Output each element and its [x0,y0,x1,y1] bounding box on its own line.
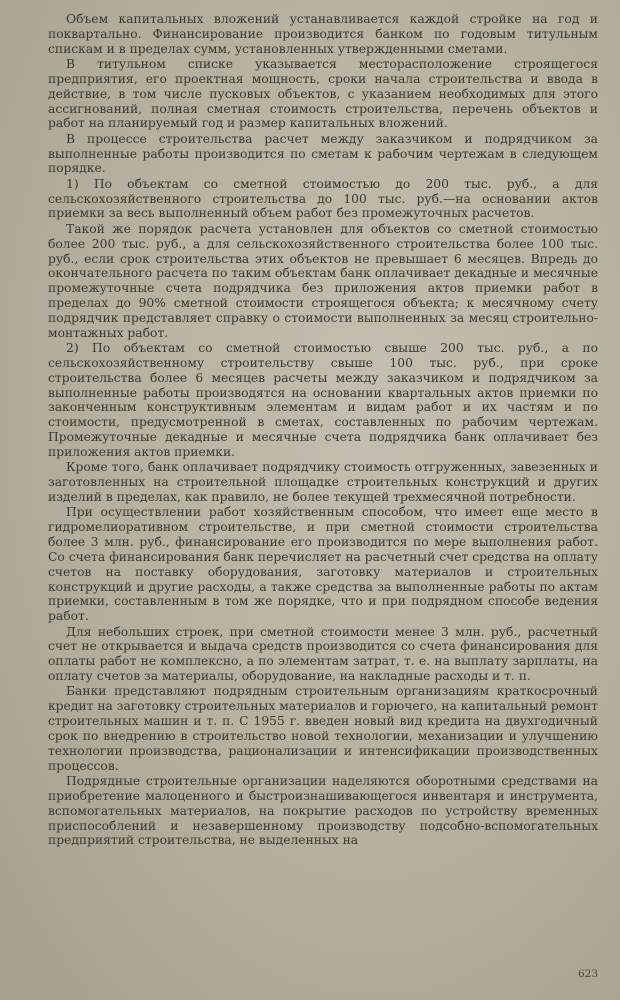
page-number: 623 [577,968,598,980]
paragraph-4: 1) По объектам со сметной стоимостью до 200 тыс. руб., а для сельскохозяйственного строительства до 100 тыс. руб.—на основании актов приемки за весь выполненный объем работ без промежуточных расчетов. [48,176,598,221]
paragraph-7: Кроме того, банк оплачивает подрядчику стоимость отгруженных, завезенных и заготовленных на строительной площадке строительных конструкций и других изделий в пределах, как правило, не более текущей трехмесячной потребности. [48,460,598,504]
paragraph-9: Для небольших строек, при сметной стоимости менее 3 млн. руб., расчетный счет не открывается и выдача средств производится со счета финансирования для оплаты работ не комплексно, а по элементам затрат, т. е. на выплату зарплаты, на оплату счетов за материалы, оборудование, на накладные расходы и т. п. [48,624,598,684]
paragraph-1: Объем капитальных вложений устанавливается каждой стройке на год и поквартально. Финансирование производится банком по годовым титульным спискам и в пределах сумм, установленных утвержденными сметами. [48,12,598,56]
paragraph-2: В титульном списке указывается месторасположение строящегося предприятия, его проектная мощность, сроки начала строительства и ввода в действие, в том числе пусковых объектов, с указанием необходимых для этого ассигнований, полная сметная стоимость строительства, перечень объектов и работ на планируемый год и размер капитальных вложений. [48,57,598,131]
paragraph-11: Подрядные строительные организации наделяются оборотными средствами на приобретение малоценного и быстроизнашивающегося инвентаря и инструмента, вспомогательных материалов, на покрытие расходов по устройству временных приспособлений и незавершенному производству подсобно-вспомогательных предприятий строительства, не выделенных на [48,774,598,848]
body-text [48,12,598,848]
paragraph-10: Банки представляют подрядным строительным организациям краткосрочный кредит на заготовку строительных материалов и горючего, на капитальный ремонт строительных машин и т. п. С 1955 г. введен новый вид кредита на двухгодичный срок по внедрению в строительство новой технологии, механизации и улучшению технологии производства, рационализации и интенсификации производственных процессов. [48,684,598,773]
paragraph-6: 2) По объектам со сметной стоимостью свыше 200 тыс. руб., а по сельскохозяйственному строительству свыше 100 тыс. руб., при сроке строительства более 6 месяцев расчеты между заказчиком и подрядчиком за выполненные работы производятся на основании квартальных актов приемки по законченным конструктивным элементам и видам работ и их частям и по стоимости, предусмотренной в сметах, составленных по рабочим чертежам. Промежуточные декадные и месячные счета подрядчика банк оплачивает без приложения актов приемки. [48,341,598,459]
paragraph-5: Такой же порядок расчета установлен для объектов со сметной стоимостью более 200 тыс. руб., а для сельскохозяйственного строительства более 100 тыс. руб., если срок строительства этих объектов не превышает 6 месяцев. Впредь до окончательного расчета по таким объектам банк оплачивает декадные и месячные промежуточные счета подрядчика без приложения актов приемки работ в пределах до 90% сметной стоимости строящегося объекта; к месячному счету подрядчик представляет справку о стоимости выполненных за месяц строительно-монтажных работ. [48,221,598,340]
paragraph-3: В процессе строительства расчет между заказчиком и подрядчиком за выполненные работы производится по сметам к рабочим чертежам в следующем порядке. [48,131,598,176]
paragraph-8: При осуществлении работ хозяйственным способом, что имеет еще место в гидромелиоративном строительстве, и при сметной стоимости строительства более 3 млн. руб., финансирование его производится по мере выполнения работ. Со счета финансирования банк перечисляет на расчетный счет средства на оплату счетов на поставку оборудования, заготовку материалов и строительных конструкций и другие расходы, а также средства за выполненные работы по актам приемки, составленным в том же порядке, что и при подрядном способе ведения работ. [48,505,598,624]
